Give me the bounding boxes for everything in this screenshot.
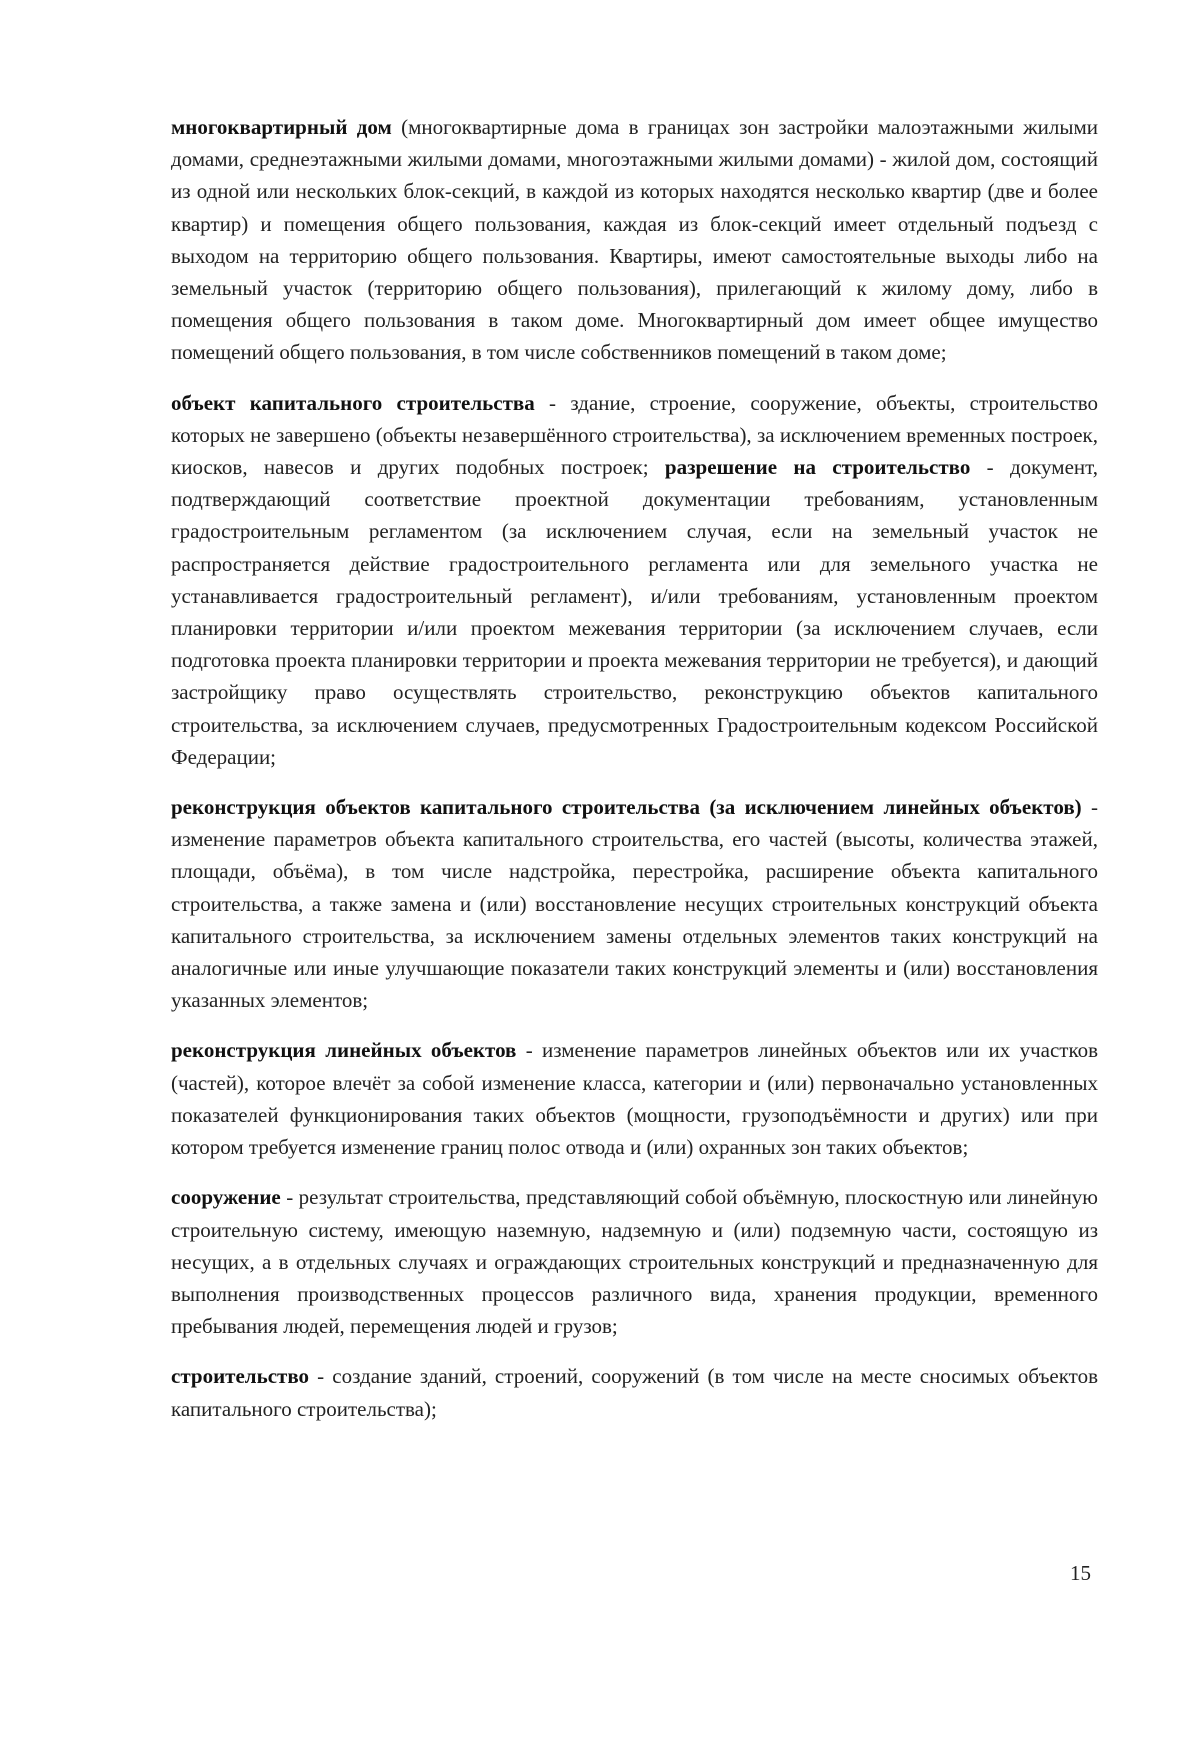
term-reconstruction-capital-objects: реконструкция объектов капитального строительства (за исключением линейных объектов) [171,795,1082,820]
term-construction-permit: разрешение на строительство [664,455,971,480]
page-number: 15 [1070,1561,1091,1585]
definition-structure: - результат строительства, представляющий собой объёмную, плоскостную или линейную строительную систему, имеющую наземную, надземную и (или) подземную части, состоящую из несущих, а в отдельных случаях и ограждающих строительных конструкций и предназначенную для выполнения производственных процессов различного вида, хранения продукции, временного пребывания людей, перемещения людей и грузов; [171,1185,1098,1339]
paragraph-reconstruction-linear [171,1034,1098,1163]
definition-capital-construction-object: - здание, строение, сооружение, объекты, строительство которых не завершено (объекты незавершённого строительства), за исключением временных построек, киосков, навесов и других подобных построек; [171,390,1098,480]
term-apartment-building: многоквартирный дом [171,115,392,139]
paragraph-reconstruction-capital [171,791,1098,1016]
paragraph-construction [171,1360,1098,1424]
definition-construction-permit: - документ, подтверждающий соответствие проектной документации требованиям, установленным градостроительным регламентом (за исключением случая, если на земельный участок не распространяется действие градостроительного регламента или для земельного участка не устанавливается градостроительный регламент), и/или требованиям, установленным проектом планировки территории и/или проектом межевания территории (за исключением случаев, если подготовка проекта планировки территории и проекта межевания территории не требуется), и дающий застройщику право осуществлять строительство, реконструкцию объектов капитального строительства, за исключением случаев, предусмотренных Градостроительным кодексом Российской Федерации; [171,455,1098,769]
definition-reconstruction-capital-objects: - изменение параметров объекта капитального строительства, его частей (высоты, количества этажей, площади, объёма), в том числе надстройка, перестройка, расширение объекта капитального строительства, а также замена и (или) восстановление несущих строительных конструкций объекта капитального строительства, за исключением замены отдельных элементов таких конструкций на аналогичные или иные улучшающие показатели таких конструкций элементы и (или) восстановления указанных элементов; [171,795,1098,1013]
paragraph-structure [171,1181,1098,1342]
page-content [171,111,1098,1443]
term-structure: сооружение [171,1185,281,1210]
definition-reconstruction-linear-objects: - изменение параметров линейных объектов или их участков (частей), которое влечёт за собой изменение класса, категории и (или) первоначально установленных показателей функционирования таких объектов (мощности, грузоподъёмности и других) или при котором требуется изменение границ полос отвода и (или) охранных зон таких объектов; [171,1038,1099,1160]
definition-apartment-building: (многоквартирные дома в границах зон застройки малоэтажными жилыми домами, среднеэтажными жилыми домами, многоэтажными жилыми домами) - жилой дом, состоящий из одной или нескольких блок-секций, в каждой из которых находятся несколько квартир (две и более квартир) и помещения общего пользования, каждая из блок-секций имеет отдельный подъезд с выходом на территорию общего пользования. Квартиры, имеют самостоятельные выходы либо на земельный участок (территорию общего пользования), прилегающий к жилому дому, либо в помещения общего пользования в таком доме. Многоквартирный дом имеет общее имущество помещений общего пользования, в том числе собственников помещений в таком доме; [171,115,1098,365]
term-construction: строительство [171,1364,310,1389]
definition-construction: - создание зданий, строений, сооружений (в том числе на месте сносимых объектов капитального строительства); [171,1364,1098,1421]
term-capital-construction-object: объект капитального строительства [171,390,535,415]
term-reconstruction-linear-objects: реконструкция линейных объектов [171,1038,517,1063]
paragraph-apartment-building [171,111,1098,369]
paragraph-capital-object [171,387,1098,773]
